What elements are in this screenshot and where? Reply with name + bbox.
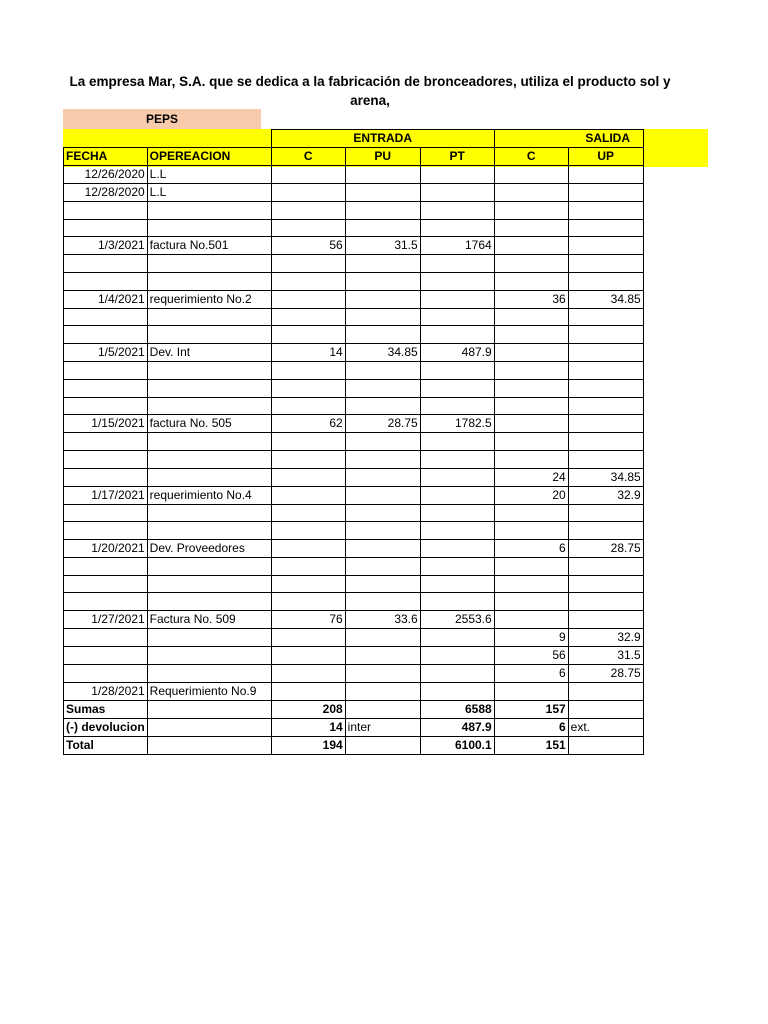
cell-salida-up[interactable]	[568, 683, 643, 701]
cell-operacion[interactable]: Factura No. 509	[147, 611, 271, 629]
cell-operacion[interactable]	[147, 362, 271, 380]
cell-salida-up[interactable]	[568, 593, 643, 611]
cell-salida-up[interactable]	[568, 611, 643, 629]
cell-entrada-c[interactable]	[271, 326, 345, 344]
cell-fecha[interactable]	[64, 273, 148, 291]
cell-fecha[interactable]: 1/20/2021	[64, 539, 148, 557]
cell-fecha[interactable]	[64, 255, 148, 273]
cell-fecha[interactable]	[64, 433, 148, 451]
cell-operacion[interactable]: L.L	[147, 184, 271, 202]
cell-entrada-pt[interactable]: 2553.6	[420, 611, 494, 629]
cell-salida-c[interactable]	[494, 415, 568, 433]
sheet-title: La empresa Mar, S.A. que se dedica a la fabricación de bronceadores, utiliza el producto sol y arena,	[69, 74, 671, 108]
cell-salida-up[interactable]	[568, 184, 643, 202]
summary-cell-entrada-c[interactable]: 14	[271, 719, 345, 737]
cell-salida-up[interactable]	[568, 202, 643, 220]
cell-entrada-pu[interactable]	[345, 575, 420, 593]
cell-entrada-c[interactable]	[271, 184, 345, 202]
summary-cell-fecha[interactable]: Sumas	[64, 701, 148, 719]
cell-salida-up[interactable]	[568, 166, 643, 184]
cell-entrada-c[interactable]	[271, 683, 345, 701]
cell-operacion[interactable]	[147, 379, 271, 397]
cell-salida-up[interactable]	[568, 219, 643, 237]
cell-entrada-pu[interactable]	[345, 290, 420, 308]
summary-cell-operacion[interactable]	[147, 701, 271, 719]
salida-header[interactable]: SALIDA	[494, 130, 643, 148]
summary-cell-salida-up[interactable]	[568, 737, 643, 755]
cell-fecha[interactable]	[64, 575, 148, 593]
cell-entrada-pt[interactable]	[420, 202, 494, 220]
table-row	[64, 468, 644, 486]
cell-salida-up[interactable]	[568, 255, 643, 273]
cell-entrada-pt[interactable]	[420, 326, 494, 344]
cell-salida-up[interactable]	[568, 433, 643, 451]
cell-salida-up[interactable]	[568, 344, 643, 362]
cell-operacion[interactable]	[147, 326, 271, 344]
table-row	[64, 593, 644, 611]
entrada-header[interactable]: ENTRADA	[271, 130, 494, 148]
cell-fecha[interactable]: 1/3/2021	[64, 237, 148, 255]
summary-cell-entrada-pt[interactable]: 6588	[420, 701, 494, 719]
cell-salida-c[interactable]	[494, 504, 568, 522]
cell-salida-up[interactable]	[568, 397, 643, 415]
cell-salida-up[interactable]	[568, 415, 643, 433]
cell-operacion[interactable]: Requerimiento No.9	[147, 683, 271, 701]
cell-entrada-pt[interactable]	[420, 397, 494, 415]
cell-fecha[interactable]	[64, 326, 148, 344]
cell-entrada-pt[interactable]	[420, 468, 494, 486]
cell-entrada-pu[interactable]	[345, 522, 420, 540]
table-row	[64, 450, 644, 468]
cell-entrada-c[interactable]	[271, 362, 345, 380]
cell-salida-c[interactable]	[494, 397, 568, 415]
cell-operacion[interactable]: Dev. Proveedores	[147, 539, 271, 557]
cell-entrada-pt[interactable]	[420, 486, 494, 504]
cell-salida-up[interactable]	[568, 326, 643, 344]
cell-entrada-pt[interactable]: 487.9	[420, 344, 494, 362]
cell-salida-up[interactable]: 32.9	[568, 486, 643, 504]
cell-entrada-c[interactable]: 56	[271, 237, 345, 255]
summary-cell-salida-c[interactable]: 151	[494, 737, 568, 755]
summary-row	[64, 701, 644, 719]
cell-fecha[interactable]	[64, 557, 148, 575]
cell-operacion[interactable]	[147, 255, 271, 273]
cell-entrada-pu[interactable]	[345, 202, 420, 220]
cell-fecha[interactable]	[64, 629, 148, 647]
cell-fecha[interactable]: 1/4/2021	[64, 290, 148, 308]
table-row	[64, 486, 644, 504]
table-row	[64, 273, 644, 291]
cell-operacion[interactable]	[147, 202, 271, 220]
summary-cell-fecha[interactable]: (-) devolucion	[64, 719, 148, 737]
cell-salida-up[interactable]	[568, 362, 643, 380]
table-row	[64, 308, 644, 326]
table-row	[64, 629, 644, 647]
cell-operacion[interactable]	[147, 522, 271, 540]
cell-salida-c[interactable]: 24	[494, 468, 568, 486]
cell-entrada-pt[interactable]	[420, 539, 494, 557]
header-salida-c[interactable]: C	[494, 148, 568, 166]
table-row	[64, 433, 644, 451]
cell-operacion[interactable]	[147, 397, 271, 415]
cell-operacion[interactable]: requerimiento No.2	[147, 290, 271, 308]
cell-fecha[interactable]: 1/28/2021	[64, 683, 148, 701]
group-header-row	[64, 130, 644, 148]
cell-entrada-pu[interactable]	[345, 273, 420, 291]
cell-salida-c[interactable]	[494, 184, 568, 202]
summary-cell-operacion[interactable]	[147, 719, 271, 737]
table-row	[64, 539, 644, 557]
cell-entrada-c[interactable]: 14	[271, 344, 345, 362]
cell-salida-up[interactable]: 34.85	[568, 290, 643, 308]
cell-entrada-c[interactable]	[271, 290, 345, 308]
cell-entrada-c[interactable]	[271, 308, 345, 326]
cell-salida-c[interactable]	[494, 219, 568, 237]
cell-salida-up[interactable]	[568, 504, 643, 522]
cell-entrada-pu[interactable]: 28.75	[345, 415, 420, 433]
summary-cell-operacion[interactable]	[147, 737, 271, 755]
cell-salida-c[interactable]	[494, 255, 568, 273]
cell-operacion[interactable]	[147, 629, 271, 647]
table-row	[64, 237, 644, 255]
cell-entrada-pu[interactable]	[345, 683, 420, 701]
cell-salida-c[interactable]	[494, 683, 568, 701]
cell[interactable]	[64, 130, 148, 148]
cell-salida-c[interactable]	[494, 611, 568, 629]
cell-salida-c[interactable]	[494, 433, 568, 451]
cell-entrada-pt[interactable]	[420, 273, 494, 291]
cell-operacion[interactable]	[147, 308, 271, 326]
cell-salida-c[interactable]: 20	[494, 486, 568, 504]
summary-cell-salida-up[interactable]: ext.	[568, 719, 643, 737]
cell-fecha[interactable]: 12/26/2020	[64, 166, 148, 184]
header-fecha[interactable]: FECHA	[64, 148, 148, 166]
cell-entrada-pt[interactable]	[420, 450, 494, 468]
cell-entrada-pu[interactable]	[345, 468, 420, 486]
cell-entrada-pu[interactable]	[345, 219, 420, 237]
cell-fecha[interactable]	[64, 308, 148, 326]
summary-cell-entrada-pu[interactable]	[345, 701, 420, 719]
cell-fecha[interactable]: 1/27/2021	[64, 611, 148, 629]
cell-entrada-c[interactable]	[271, 166, 345, 184]
cell-entrada-pu[interactable]	[345, 433, 420, 451]
cell-entrada-pt[interactable]	[420, 557, 494, 575]
cell-entrada-pu[interactable]	[345, 593, 420, 611]
cell-fecha[interactable]	[64, 219, 148, 237]
summary-row	[64, 737, 644, 755]
cell-salida-up[interactable]: 32.9	[568, 629, 643, 647]
summary-cell-fecha[interactable]: Total	[64, 737, 148, 755]
summary-cell-salida-c[interactable]: 157	[494, 701, 568, 719]
cell-entrada-pu[interactable]	[345, 326, 420, 344]
cell-entrada-pt[interactable]	[420, 522, 494, 540]
summary-cell-salida-c[interactable]: 6	[494, 719, 568, 737]
cell-entrada-c[interactable]	[271, 202, 345, 220]
table-row	[64, 683, 644, 701]
cell-fecha[interactable]	[64, 647, 148, 665]
cell-entrada-pu[interactable]	[345, 557, 420, 575]
cell-entrada-pu[interactable]	[345, 504, 420, 522]
cell-salida-up[interactable]	[568, 450, 643, 468]
cell-entrada-pt[interactable]	[420, 308, 494, 326]
cell-operacion[interactable]: L.L	[147, 166, 271, 184]
cell-entrada-pu[interactable]: 33.6	[345, 611, 420, 629]
table-row	[64, 202, 644, 220]
cell-operacion[interactable]	[147, 273, 271, 291]
cell-entrada-pt[interactable]	[420, 362, 494, 380]
cell-entrada-c[interactable]	[271, 433, 345, 451]
table-row	[64, 379, 644, 397]
table-row	[64, 522, 644, 540]
cell-entrada-pt[interactable]	[420, 219, 494, 237]
cell-entrada-pt[interactable]	[420, 255, 494, 273]
cell-fecha[interactable]	[64, 522, 148, 540]
cell-salida-c[interactable]: 36	[494, 290, 568, 308]
cell-operacion[interactable]	[147, 665, 271, 683]
table-row	[64, 290, 644, 308]
cell-entrada-pt[interactable]	[420, 683, 494, 701]
cell-entrada-pu[interactable]	[345, 539, 420, 557]
cell-salida-c[interactable]: 56	[494, 647, 568, 665]
cell-salida-c[interactable]	[494, 379, 568, 397]
header-entrada-pt[interactable]: PT	[420, 148, 494, 166]
cell-entrada-c[interactable]	[271, 665, 345, 683]
cell-fecha[interactable]	[64, 665, 148, 683]
table-row	[64, 326, 644, 344]
cell-salida-c[interactable]	[494, 344, 568, 362]
cell-fecha[interactable]: 12/28/2020	[64, 184, 148, 202]
cell-salida-c[interactable]: 6	[494, 665, 568, 683]
cell-entrada-c[interactable]	[271, 397, 345, 415]
cell-entrada-c[interactable]	[271, 647, 345, 665]
cell-salida-c[interactable]: 9	[494, 629, 568, 647]
cell-operacion[interactable]	[147, 468, 271, 486]
summary-cell-salida-up[interactable]	[568, 701, 643, 719]
column-header-row	[64, 148, 644, 166]
table-row	[64, 557, 644, 575]
header-operacion[interactable]: OPEREACION	[147, 148, 271, 166]
cell-fecha[interactable]	[64, 593, 148, 611]
cell-fecha[interactable]	[64, 450, 148, 468]
cell-fecha[interactable]	[64, 397, 148, 415]
cell-operacion[interactable]: Dev. Int	[147, 344, 271, 362]
cell-salida-up[interactable]: 34.85	[568, 468, 643, 486]
cell-entrada-pt[interactable]: 1782.5	[420, 415, 494, 433]
cell-operacion[interactable]	[147, 450, 271, 468]
cell-entrada-c[interactable]	[271, 379, 345, 397]
table-row	[64, 397, 644, 415]
table-row	[64, 219, 644, 237]
cell-entrada-pu[interactable]: 31.5	[345, 237, 420, 255]
cell-entrada-pu[interactable]	[345, 379, 420, 397]
cell-fecha[interactable]	[64, 468, 148, 486]
cell-salida-c[interactable]	[494, 593, 568, 611]
cell-operacion[interactable]: factura No. 505	[147, 415, 271, 433]
cell-salida-up[interactable]	[568, 308, 643, 326]
cell-entrada-c[interactable]	[271, 539, 345, 557]
table-row	[64, 504, 644, 522]
table-row	[64, 647, 644, 665]
cell-entrada-pu[interactable]	[345, 647, 420, 665]
cell-operacion[interactable]: requerimiento No.4	[147, 486, 271, 504]
table-row	[64, 575, 644, 593]
cell-salida-up[interactable]	[568, 575, 643, 593]
cell-entrada-pu[interactable]	[345, 665, 420, 683]
cell-salida-up[interactable]	[568, 237, 643, 255]
cell-fecha[interactable]	[64, 379, 148, 397]
cell-entrada-pu[interactable]	[345, 362, 420, 380]
cell-entrada-pu[interactable]	[345, 166, 420, 184]
cell-fecha[interactable]	[64, 504, 148, 522]
cell-entrada-c[interactable]	[271, 575, 345, 593]
cell-operacion[interactable]	[147, 504, 271, 522]
cell-salida-c[interactable]	[494, 557, 568, 575]
cell-entrada-c[interactable]	[271, 468, 345, 486]
cell-entrada-c[interactable]	[271, 486, 345, 504]
cell-operacion[interactable]	[147, 557, 271, 575]
table-row	[64, 184, 644, 202]
cell-salida-up[interactable]	[568, 273, 643, 291]
cell-entrada-pt[interactable]	[420, 504, 494, 522]
cell-entrada-pt[interactable]	[420, 593, 494, 611]
summary-cell-entrada-pt[interactable]: 487.9	[420, 719, 494, 737]
table-row	[64, 255, 644, 273]
cell-entrada-pt[interactable]	[420, 647, 494, 665]
cell-salida-c[interactable]	[494, 166, 568, 184]
cell-salida-c[interactable]	[494, 237, 568, 255]
cell-fecha[interactable]: 1/5/2021	[64, 344, 148, 362]
cell-entrada-c[interactable]	[271, 629, 345, 647]
cell-entrada-pt[interactable]	[420, 575, 494, 593]
cell-entrada-c[interactable]	[271, 557, 345, 575]
cell-salida-up[interactable]: 28.75	[568, 539, 643, 557]
cell-salida-c[interactable]	[494, 450, 568, 468]
peps-label[interactable]: PEPS	[63, 109, 261, 129]
kardex-table	[63, 129, 644, 755]
cell-operacion[interactable]	[147, 647, 271, 665]
summary-cell-entrada-c[interactable]: 194	[271, 737, 345, 755]
table-row	[64, 362, 644, 380]
cell-entrada-pt[interactable]	[420, 665, 494, 683]
cell[interactable]	[147, 130, 271, 148]
cell-salida-up[interactable]	[568, 522, 643, 540]
cell-entrada-pt[interactable]	[420, 433, 494, 451]
cell-entrada-pu[interactable]	[345, 255, 420, 273]
cell-entrada-pt[interactable]	[420, 290, 494, 308]
cell-salida-c[interactable]	[494, 326, 568, 344]
cell-salida-c[interactable]	[494, 308, 568, 326]
cell-salida-c[interactable]	[494, 522, 568, 540]
cell-operacion[interactable]	[147, 219, 271, 237]
cell-entrada-pu[interactable]	[345, 486, 420, 504]
summary-cell-entrada-pu[interactable]: inter	[345, 719, 420, 737]
cell-salida-up[interactable]	[568, 379, 643, 397]
cell-entrada-c[interactable]	[271, 255, 345, 273]
cell-salida-up[interactable]: 28.75	[568, 665, 643, 683]
cell-entrada-pt[interactable]	[420, 379, 494, 397]
cell-entrada-pt[interactable]	[420, 629, 494, 647]
table-row	[64, 344, 644, 362]
cell-entrada-pu[interactable]	[345, 184, 420, 202]
cell-entrada-c[interactable]	[271, 504, 345, 522]
cell-entrada-c[interactable]	[271, 593, 345, 611]
summary-cell-entrada-pt[interactable]: 6100.1	[420, 737, 494, 755]
table-row	[64, 415, 644, 433]
cell-entrada-c[interactable]: 62	[271, 415, 345, 433]
cell-entrada-pu[interactable]	[345, 397, 420, 415]
cell-salida-c[interactable]	[494, 575, 568, 593]
cell-salida-c[interactable]: 6	[494, 539, 568, 557]
cell-entrada-pt[interactable]	[420, 166, 494, 184]
table-row	[64, 611, 644, 629]
cell-fecha[interactable]	[64, 362, 148, 380]
cell-entrada-pt[interactable]	[420, 184, 494, 202]
cell-operacion[interactable]	[147, 593, 271, 611]
cell-entrada-c[interactable]	[271, 273, 345, 291]
header-salida-up[interactable]: UP	[568, 148, 643, 166]
cell-entrada-pu[interactable]: 34.85	[345, 344, 420, 362]
cell-entrada-pt[interactable]: 1764	[420, 237, 494, 255]
summary-cell-entrada-pu[interactable]	[345, 737, 420, 755]
cell-salida-c[interactable]	[494, 202, 568, 220]
header-entrada-pu[interactable]: PU	[345, 148, 420, 166]
table-row	[64, 166, 644, 184]
cell-entrada-pu[interactable]	[345, 308, 420, 326]
cell-salida-up[interactable]	[568, 557, 643, 575]
summary-cell-entrada-c[interactable]: 208	[271, 701, 345, 719]
cell-salida-c[interactable]	[494, 362, 568, 380]
cell-entrada-c[interactable]: 76	[271, 611, 345, 629]
cell-operacion[interactable]	[147, 575, 271, 593]
table-row	[64, 665, 644, 683]
cell-entrada-c[interactable]	[271, 450, 345, 468]
cell-salida-c[interactable]	[494, 273, 568, 291]
cell-operacion[interactable]	[147, 433, 271, 451]
cell-entrada-c[interactable]	[271, 522, 345, 540]
summary-row	[64, 719, 644, 737]
cell-operacion[interactable]: factura No.501	[147, 237, 271, 255]
cell-entrada-c[interactable]	[271, 219, 345, 237]
cell-entrada-pu[interactable]	[345, 450, 420, 468]
cell-salida-up[interactable]: 31.5	[568, 647, 643, 665]
cell-fecha[interactable]: 1/17/2021	[64, 486, 148, 504]
cell-fecha[interactable]	[64, 202, 148, 220]
header-entrada-c[interactable]: C	[271, 148, 345, 166]
cell-fecha[interactable]: 1/15/2021	[64, 415, 148, 433]
cell-entrada-pu[interactable]	[345, 629, 420, 647]
